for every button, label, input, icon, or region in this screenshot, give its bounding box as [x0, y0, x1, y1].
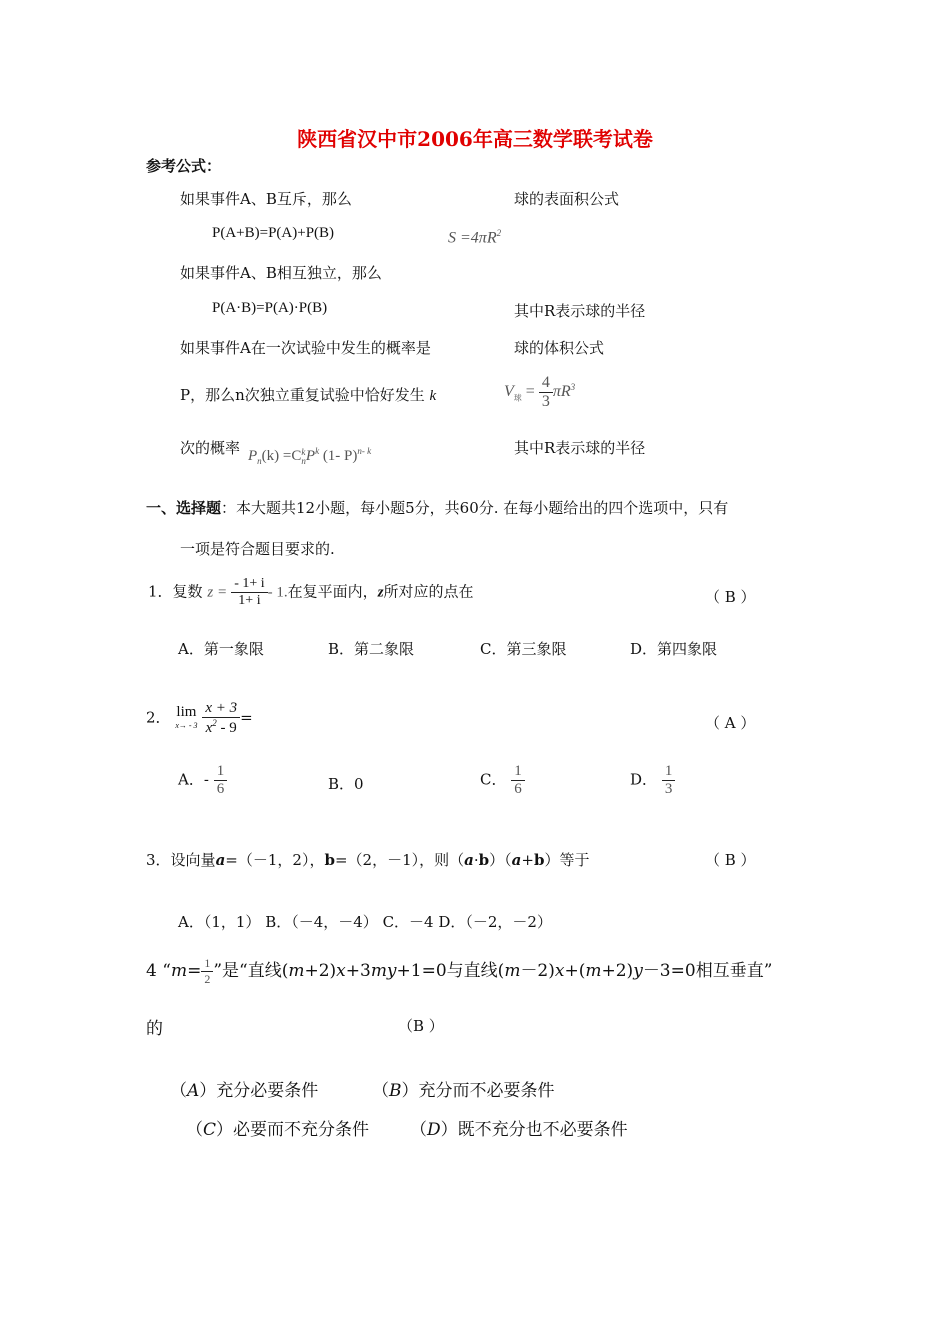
q2-frac-num: x + 3	[205, 700, 238, 716]
q2-opta-label: A．-	[178, 770, 209, 789]
q4-eq: =	[187, 961, 202, 981]
sphere-volume-sup: 3	[570, 381, 576, 392]
q4-m: m	[170, 961, 188, 981]
section1-label: 一、选择题	[146, 499, 222, 517]
sphere-area-sup: 2	[496, 228, 502, 238]
binom-formula	[248, 446, 371, 466]
q1-frac	[231, 576, 267, 609]
q2-opta-frac	[214, 763, 228, 798]
sphere-volume-frac	[539, 374, 553, 411]
q4-option-c	[186, 1115, 369, 1140]
q4-optb-open: （	[372, 1081, 389, 1101]
question-2	[146, 700, 253, 737]
q2-optd-num: 1	[664, 763, 673, 779]
q4-t5: +(	[564, 961, 586, 981]
sphere-volume-v: V	[504, 383, 514, 401]
binom-k: k	[429, 388, 437, 404]
q1-option-d: D．第四象限	[630, 640, 718, 658]
sphere-area-label: 球的表面积公式	[514, 190, 620, 208]
q1-frac-num: - 1+ i	[234, 576, 265, 591]
q4-optd-letter: D	[427, 1120, 441, 1140]
q4-frac-den: 2	[201, 971, 213, 987]
section1-desc	[146, 497, 728, 518]
question-3	[146, 849, 589, 870]
q2-option-a	[178, 763, 227, 798]
q4-frac	[201, 956, 213, 987]
mutex-formula: P(A+B)=P(A)+P(B)	[212, 225, 335, 241]
q2-lim	[175, 705, 197, 733]
binom-p: P	[248, 448, 258, 464]
binom-c: =C	[282, 448, 302, 464]
q2-frac-den-wrap	[202, 717, 240, 737]
q1-z: z	[207, 584, 214, 601]
q4-t2: +3	[345, 961, 371, 981]
q3-b: b	[324, 851, 335, 869]
q4-num: 4	[146, 961, 157, 981]
q1-num: 1．	[148, 582, 173, 601]
q3-plus: +	[521, 851, 534, 869]
binom-c-sup: k	[301, 446, 306, 457]
q2-option-d	[630, 763, 675, 798]
q2-lim-word: lim	[176, 703, 197, 720]
q4-t7: －3=0相互垂直”	[642, 961, 773, 981]
q4-t3: +1=0与直线(	[396, 961, 505, 981]
q2-frac-den: x	[205, 720, 213, 736]
sphere-volume-sub: 球	[513, 393, 522, 403]
q3-options: A．（1，1） B．（－4，－4） C．－4 D．（－2，－2）	[178, 913, 552, 931]
binom-line1: 如果事件A在一次试验中发生的概率是	[180, 339, 431, 357]
q2-optd-frac	[662, 763, 676, 798]
radius-note-2: 其中R表示球的半径	[514, 439, 646, 457]
q4-optc-open: （	[186, 1120, 203, 1140]
binom-p-sub: n	[257, 456, 262, 466]
q2-option-c	[480, 763, 525, 798]
q3-a: a	[215, 851, 226, 869]
q4-opta-text: ）充分必要条件	[199, 1081, 319, 1101]
sphere-volume-formula	[504, 374, 575, 411]
q2-optc-num: 1	[514, 763, 522, 779]
sphere-volume-label: 球的体积公式	[514, 339, 605, 357]
q1-option-c: C．第三象限	[480, 640, 567, 658]
q4-optb-letter: B	[389, 1081, 402, 1101]
q3-dot: ·	[473, 851, 479, 869]
q4-opta-open: （	[170, 1081, 187, 1101]
q4-m2: m	[504, 961, 521, 981]
q3-answer: （ B ）	[705, 851, 756, 869]
q3-a3: a	[511, 851, 522, 869]
q4-option-a	[170, 1076, 318, 1101]
q4-optd-open: （	[410, 1120, 427, 1140]
section1-desc-line2: 一项是符合题目要求的.	[180, 540, 335, 558]
section1-desc-line1: ：本大题共12小题，每小题5分，共60分. 在每小题给出的四个选项中，只有	[221, 499, 729, 517]
q3-stem-3: =（2，－1），则（	[334, 851, 465, 869]
sphere-volume-num: 4	[541, 374, 550, 391]
formulas-heading: 参考公式：	[146, 157, 222, 175]
binom-c-sub: n	[301, 455, 306, 466]
q4-t4: －2)	[520, 961, 555, 981]
q2-option-b: B．0	[328, 775, 364, 793]
q2-opta-den: 6	[214, 780, 228, 798]
q2-eq: =	[240, 708, 253, 727]
radius-note-1: 其中R表示球的半径	[514, 302, 646, 320]
q2-optd-den: 3	[662, 780, 676, 798]
sphere-area-formula	[448, 228, 501, 247]
binom-pp-sup: k	[315, 446, 320, 456]
q4-optb-text: ）充分而不必要条件	[401, 1081, 555, 1101]
q3-b2: b	[478, 851, 490, 869]
q2-frac-den-sup: 2	[212, 718, 217, 728]
q4-de: 的	[146, 1019, 163, 1039]
sphere-volume-den: 3	[539, 392, 553, 411]
q3-a2: a	[464, 851, 474, 869]
binom-line2	[180, 384, 436, 405]
q3-b3: b	[533, 851, 545, 869]
q2-frac-den-rest: - 9	[216, 720, 237, 736]
q1-after-frac: - 1.	[267, 584, 288, 601]
indep-formula: P(A·B)=P(A)·P(B)	[212, 300, 328, 316]
q4-t1: +2)	[304, 961, 337, 981]
binom-arg: (k)	[261, 448, 280, 464]
q4-option-d	[410, 1115, 628, 1140]
indep-intro: 如果事件A、B相互独立，那么	[180, 264, 382, 282]
q2-answer: （ A ）	[705, 714, 756, 732]
mutex-intro: 如果事件A、B互斥，那么	[180, 190, 352, 208]
q4-m3: m	[585, 961, 602, 981]
q3-stem-1: 设向量	[170, 851, 216, 869]
q4-optc-letter: C	[203, 1120, 217, 1140]
q4-option-b	[372, 1076, 555, 1101]
q4-close-quote: ”是“直线(	[213, 961, 289, 981]
q4-optc-text: ）必要而不充分条件	[216, 1120, 370, 1140]
binom-rest-sup: n- k	[357, 446, 372, 456]
q1-stem-end: 所对应的点在	[383, 582, 474, 601]
q1-answer: （ B ）	[705, 588, 756, 606]
q2-optd-label: D．	[630, 770, 658, 789]
q2-num: 2．	[146, 708, 171, 727]
q4-my: my	[370, 961, 397, 981]
q4-x1: x	[336, 961, 346, 981]
binom-rest: (1- P)	[322, 448, 358, 464]
q4-t6: +2)	[601, 961, 634, 981]
question-4	[146, 956, 772, 987]
q2-opta-num: 1	[216, 763, 225, 779]
sphere-volume-eq: =	[525, 383, 535, 401]
page-title: 陕西省汉中市2006年高三数学联考试卷	[297, 127, 653, 151]
q4-x2: x	[554, 961, 565, 981]
sphere-area-text: S =4πR	[448, 229, 497, 247]
q4-y: y	[633, 961, 643, 981]
q1-z2: z	[377, 584, 384, 601]
q3-num: 3．	[146, 851, 171, 869]
q4-line-m: m	[288, 961, 305, 981]
q1-option-a: A．第一象限	[178, 640, 264, 658]
q4-frac-num: 1	[204, 956, 211, 970]
binom-line3: 次的概率	[180, 439, 241, 457]
q4-optd-text: ）既不充分也不必要条件	[440, 1120, 628, 1140]
q4-opta-letter: A	[187, 1081, 200, 1101]
sphere-volume-rest: πR	[552, 383, 571, 401]
q2-lim-sub: x→ - 3	[175, 720, 198, 730]
q1-option-b: B．第二象限	[328, 640, 415, 658]
q3-stem-2: =（－1，2），	[225, 851, 325, 869]
q2-frac	[202, 700, 240, 737]
binom-line2-text: P，那么n次独立重复试验中恰好发生	[180, 386, 425, 404]
q2-optc-frac	[511, 763, 525, 798]
q3-stem-4: ）（	[489, 851, 512, 869]
q1-frac-den: 1+ i	[231, 592, 267, 609]
q1-eq: =	[217, 584, 227, 601]
binom-pp: P	[305, 448, 316, 464]
q3-stem-5: ）等于	[544, 851, 590, 869]
q1-stem-pre: 复数	[172, 582, 203, 601]
question-1	[148, 576, 474, 609]
q4-answer: （B ）	[398, 1017, 444, 1035]
q2-optc-den: 6	[511, 780, 525, 798]
q2-optc-label: C．	[480, 770, 507, 789]
q1-stem-post: 在复平面内，	[287, 582, 378, 601]
q4-open-quote: “	[162, 961, 171, 981]
